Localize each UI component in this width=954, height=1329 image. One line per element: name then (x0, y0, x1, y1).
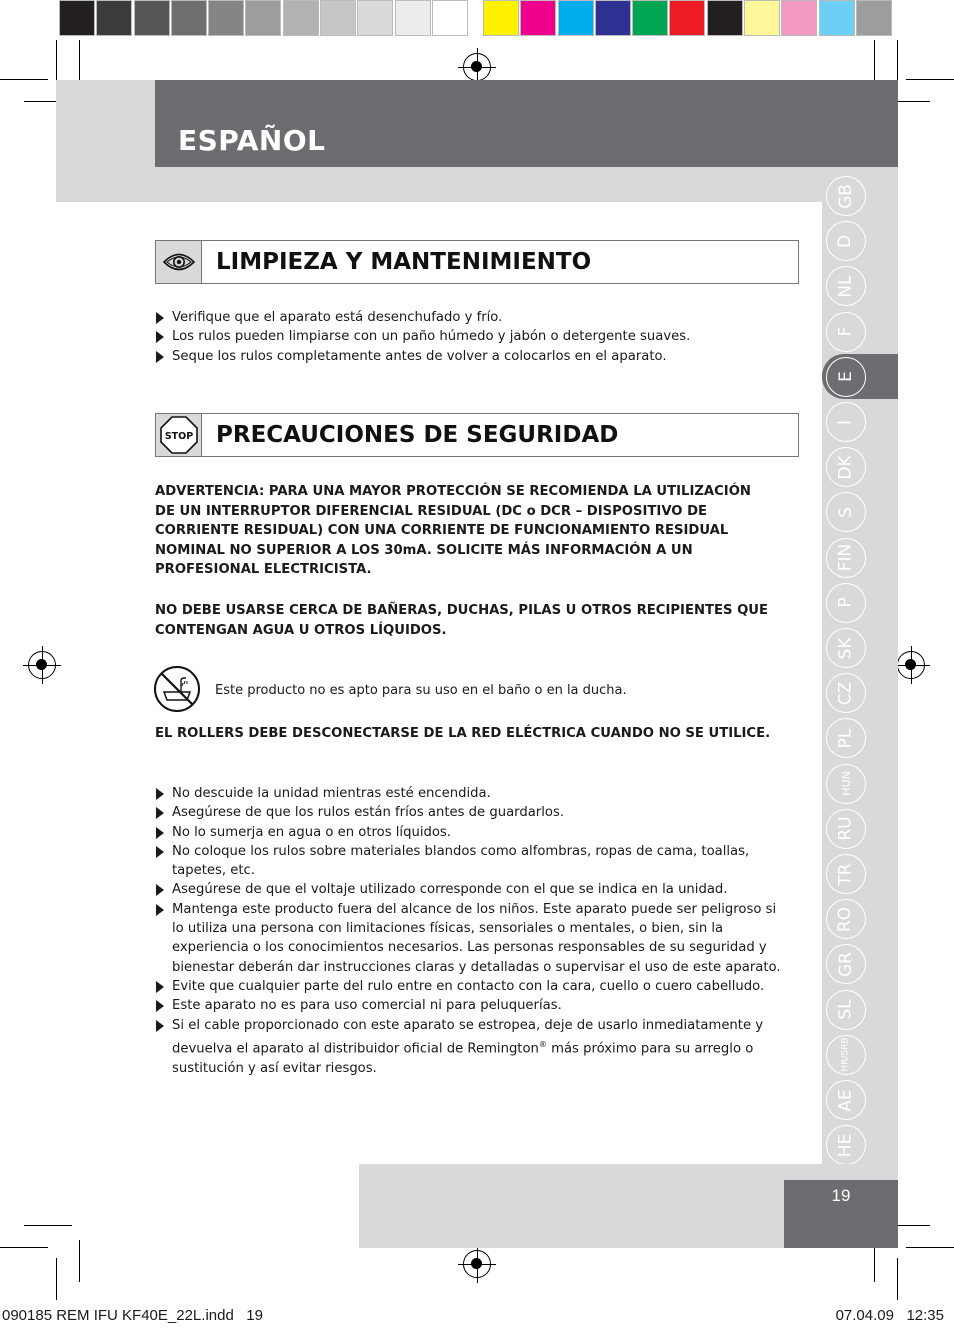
grey-calibration-bar (59, 0, 469, 38)
section-safety-header (155, 413, 799, 457)
color-swatch (134, 0, 170, 36)
color-swatch (208, 0, 244, 36)
list-item: Seque los rulos completamente antes de volver a colocarlos en el aparato. (155, 347, 785, 366)
registration-mark-icon (463, 53, 491, 81)
language-tab-label: S (835, 506, 856, 518)
color-swatch (171, 0, 207, 36)
language-tab-label: E (835, 371, 856, 383)
language-tab-cz (826, 673, 866, 713)
color-calibration-bar (483, 0, 893, 38)
stop-label: STOP (164, 431, 193, 442)
list-item: No descuide la unidad mientras esté encendida. (155, 784, 785, 803)
color-swatch (558, 0, 594, 36)
color-swatch (432, 0, 468, 36)
section-cleaning-header (155, 240, 799, 284)
list-item-text: más próximo para su arreglo o sustitución y así evitar riesgos. (172, 1041, 754, 1076)
slug-date: 07.04.09 12:35 (835, 1307, 944, 1324)
color-swatch (669, 0, 705, 36)
language-tab-i (826, 402, 866, 442)
language-tab-label: HE (835, 1133, 856, 1157)
crop-mark (0, 79, 48, 80)
language-tab-label: NL (835, 275, 856, 298)
crop-mark (906, 1247, 954, 1248)
language-tab-label: GR (835, 951, 856, 977)
language-tab-label: TR (835, 862, 856, 886)
crop-mark (0, 1247, 48, 1248)
color-swatch (744, 0, 780, 36)
language-tab-ro (826, 899, 866, 939)
page-title: ESPAÑOL (178, 124, 326, 157)
language-tab-fin (826, 538, 866, 578)
crop-mark (79, 1240, 80, 1282)
stop-icon (156, 414, 202, 456)
language-tab-label: SL (835, 999, 856, 1020)
color-swatch (245, 0, 281, 36)
list-item: Asegúrese de que los rulos están fríos antes de guardarlos. (155, 803, 785, 822)
warning-rcd: ADVERTENCIA: PARA UNA MAYOR PROTECCIÓN SE RECOMIENDA LA UTILIZACIÓN DE UN INTERRUPTOR DIFERENCIAL RESIDUAL (DC o DCR – DISPOSITIVO DE CORRIENTE RESIDUAL) CON UNA CORRIENTE DE FUNCIONAMIENTO RESIDUAL NOMINAL NO SUPERIOR A LOS 30mA. SOLICITE MÁS INFORMACIÓN A UN PROFESIONAL ELECTRICISTA. (155, 484, 751, 577)
list-item: Asegúrese de que el voltaje utilizado corresponde con el que se indica en la unidad. (155, 880, 785, 899)
language-tab-label: SK (835, 637, 856, 659)
language-tab-he (826, 1125, 866, 1165)
list-item: Este aparato no es para uso comercial ni para peluquerías. (155, 996, 785, 1015)
language-tab-label: RU (835, 816, 856, 841)
color-swatch (856, 0, 892, 36)
language-tab-label: FIN (835, 543, 856, 572)
language-tab-hr-srb (826, 1035, 866, 1075)
language-tab-ae (826, 1080, 866, 1120)
warning-water: NO DEBE USARSE CERCA DE BAÑERAS, DUCHAS, PILAS U OTROS RECIPIENTES QUE CONTENGAN AGUA U OTROS LÍQUIDOS. (155, 603, 769, 638)
color-swatch (781, 0, 817, 36)
language-tab-f (826, 312, 866, 352)
crop-mark (56, 1258, 57, 1300)
crop-mark (897, 1258, 898, 1300)
language-tab-sk (826, 628, 866, 668)
language-tab-d (826, 221, 866, 261)
color-swatch (320, 0, 356, 36)
warning-unplug: EL ROLLERS DEBE DESCONECTARSE DE LA RED ELÉCTRICA CUANDO NO SE UTILICE. (155, 726, 771, 741)
list-item-text: Si el cable proporcionado con este aparato se estropea, deje de usarlo inmediatamente y devuelva el aparato al distribuidor oficial de Remington (172, 1017, 764, 1057)
list-item: Mantenga este producto fuera del alcance de los niños. Este aparato puede ser peligroso si lo utiliza una persona con limitaciones físicas, sensoriales o mentales, o bien, sin la experiencia o los conocimientos necesarios. Las personas responsables de su seguridad y bienestar deberán dar instrucciones claras y detalladas o supervisar el uso de este aparato. (155, 900, 785, 977)
color-swatch (395, 0, 431, 36)
registered-mark: ® (538, 1039, 547, 1049)
cleaning-list (155, 308, 785, 366)
color-swatch (595, 0, 631, 36)
list-item: Verifique que el aparato está desenchufado y frío. (155, 308, 785, 327)
section-cleaning-title: LIMPIEZA Y MANTENIMIENTO (216, 249, 592, 275)
language-tab-label: CZ (835, 681, 856, 705)
section-safety-title: PRECAUCIONES DE SEGURIDAD (216, 422, 619, 448)
color-swatch (483, 0, 519, 36)
list-item: Los rulos pueden limpiarse con un paño húmedo y jabón o detergente suaves. (155, 327, 785, 346)
registration-mark-icon (463, 1250, 491, 1278)
eye-icon (156, 241, 202, 283)
language-tab-label: GB (835, 183, 856, 209)
language-tab-label: RO (835, 906, 856, 932)
language-tab-label: AE (835, 1088, 856, 1112)
registration-mark-icon (897, 651, 925, 679)
safety-list (155, 784, 785, 1078)
color-swatch (357, 0, 393, 36)
language-tab-label: D (835, 234, 856, 248)
crop-mark (906, 79, 954, 80)
crop-mark (24, 1225, 72, 1226)
language-tab-tr (826, 854, 866, 894)
language-tab-hun (826, 764, 866, 804)
language-tab-e (826, 357, 866, 397)
language-tab-p (826, 583, 866, 623)
language-tab-label: P (835, 597, 856, 608)
color-swatch (96, 0, 132, 36)
color-swatch (283, 0, 319, 36)
language-tab-label: F (835, 326, 856, 337)
registration-mark-icon (28, 651, 56, 679)
language-tab-sl (826, 990, 866, 1030)
list-item: No lo sumerja en agua o en otros líquidos. (155, 823, 785, 842)
language-tab-label: HUN (839, 771, 853, 796)
language-tab-label: PL (835, 728, 856, 749)
slug-filename: 090185 REM IFU KF40E_22L.indd 19 (2, 1307, 263, 1324)
color-swatch (632, 0, 668, 36)
language-tab-ru (826, 809, 866, 849)
language-tab-label: HR/SRB (840, 1037, 851, 1072)
language-tab-label: DK (835, 455, 856, 480)
language-tab-gb (826, 176, 866, 216)
color-swatch (520, 0, 556, 36)
color-swatch (707, 0, 743, 36)
language-tab-dk (826, 447, 866, 487)
color-swatch (819, 0, 855, 36)
list-item: Evite que cualquier parte del rulo entre en contacto con la cara, cuello o cuero cabelludo. (155, 977, 785, 996)
page-number: 19 (831, 1186, 851, 1205)
color-swatch (59, 0, 95, 36)
list-item (155, 1016, 785, 1078)
language-tab-label: I (835, 419, 856, 425)
no-bath-icon (153, 665, 201, 713)
no-bath-text: Este producto no es apto para su uso en el baño o en la ducha. (215, 683, 627, 698)
list-item: No coloque los rulos sobre materiales blandos como alfombras, ropas de cama, toallas, tapetes, etc. (155, 842, 785, 881)
